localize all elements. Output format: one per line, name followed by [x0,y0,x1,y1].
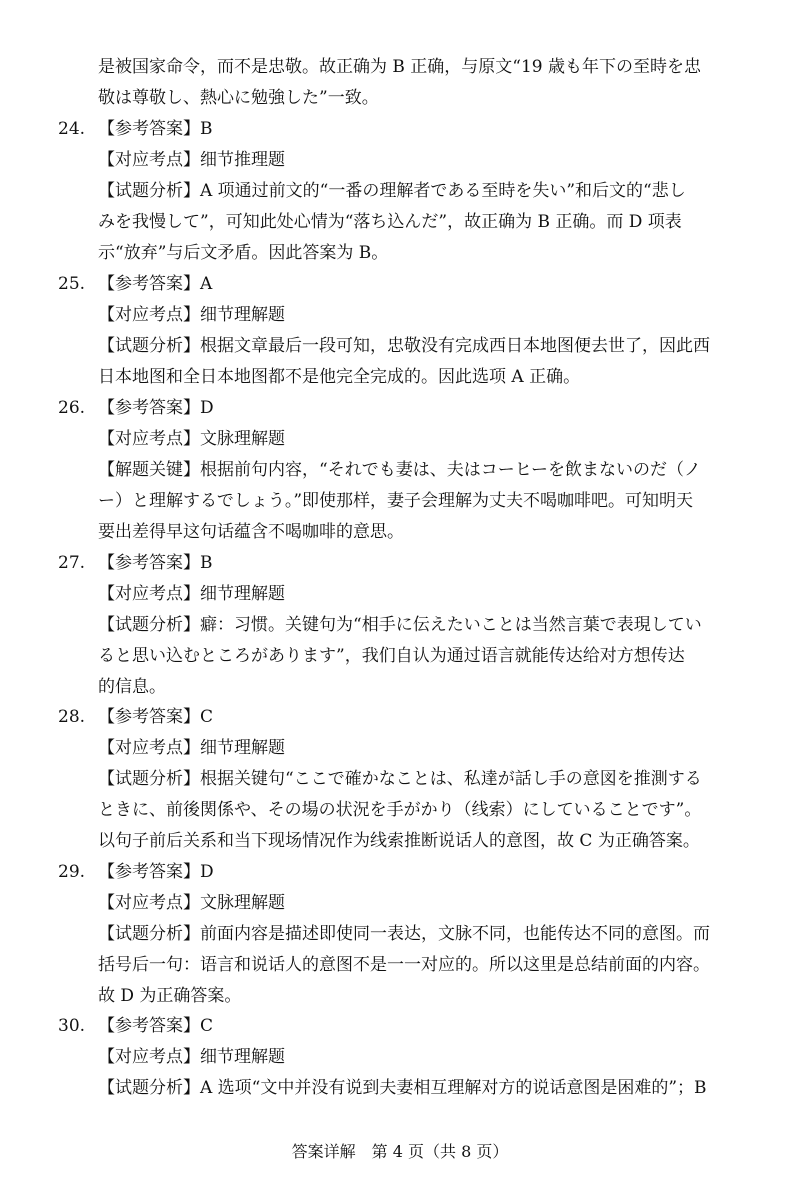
question-30 [58,1011,758,1104]
analysis-line: 日本地图和全日本地图都不是他完全完成的。因此选项 A 正确。 [98,367,581,387]
answer-line [58,548,758,579]
analysis-line: みを我慢して”，可知此处心情为“落ち込んだ”，故正确为 B 正确。而 D 项表 [98,212,682,232]
question-number: 29. [58,862,86,882]
answer-line [58,1011,758,1042]
question-24 [58,114,758,269]
page-footer: 答案详解 第 4 页（共 8 页） [291,1142,509,1161]
key-point-line: 要出差得早这句话蕴含不喝咖啡的意思。 [98,522,404,542]
test-point: 【对应考点】细节理解题 [98,1047,285,1067]
analysis-line: 【试题分析】根据文章最后一段可知，忠敬没有完成西日本地图便去世了，因此西 [98,336,710,356]
analysis-line: 的信息。 [98,677,166,697]
answer-line [58,393,758,424]
reference-answer: 【参考答案】B [98,119,213,139]
analysis-line: 【试题分析】根据关键句“ここで確かなことは、私達が話し手の意図を推測する [98,769,702,789]
analysis-line: 以句子前后关系和当下现场情况作为线索推断说话人的意图，故 C 为正确答案。 [98,831,700,851]
question-25 [58,269,758,393]
test-point: 【对应考点】细节理解题 [98,584,285,604]
analysis-line: 【试题分析】A 选项“文中并没有说到夫妻相互理解对方的说话意图是困难的”；B [98,1078,707,1098]
test-point: 【对应考点】细节理解题 [98,305,285,325]
question-number: 25. [58,274,86,294]
analysis-line: 【试题分析】癖：习惯。关键句为“相手に伝えたいことは当然言葉で表現してい [98,615,702,635]
key-point-line: ー）と理解するでしょう。”即使那样，妻子会理解为丈夫不喝咖啡吧。可知明天 [98,491,694,511]
question-27 [58,548,758,703]
question-number: 26. [58,398,86,418]
analysis-line: 示“放弃”与后文矛盾。因此答案为 B。 [98,243,389,263]
analysis-line: 【试题分析】前面内容是描述即使同一表达，文脉不同，也能传达不同的意图。而 [98,924,710,944]
analysis-line: 【试题分析】A 项通过前文的“一番の理解者である至時を失い”和后文的“悲し [98,181,686,201]
test-point: 【对应考点】细节理解题 [98,738,285,758]
intro-paragraph [58,52,758,114]
reference-answer: 【参考答案】D [98,862,214,882]
analysis-line: ると思い込むところがあります”，我们自认为通过语言就能传达给对方想传达 [98,646,685,666]
test-point: 【对应考点】文脉理解题 [98,893,285,913]
text-line: 是被国家命令，而不是忠敬。故正确为 B 正确，与原文“19 歳も年下の至時を忠 [98,57,702,77]
answer-line [58,269,758,300]
answer-line [58,114,758,145]
question-number: 27. [58,553,86,573]
test-point: 【对应考点】细节推理题 [98,150,285,170]
reference-answer: 【参考答案】C [98,1016,214,1036]
question-number: 24. [58,119,86,139]
analysis-line: 故 D 为正确答案。 [98,986,242,1006]
reference-answer: 【参考答案】C [98,707,214,727]
question-number: 30. [58,1016,86,1036]
question-28 [58,702,758,857]
reference-answer: 【参考答案】D [98,398,214,418]
answer-line [58,702,758,733]
question-26 [58,393,758,548]
question-29 [58,857,758,1012]
analysis-line: ときに、前後関係や、その場の状況を手がかり（线索）にしていることです”。 [98,800,702,820]
text-line: 敬は尊敬し、熱心に勉強した”一致。 [98,88,379,108]
test-point: 【对应考点】文脉理解题 [98,429,285,449]
reference-answer: 【参考答案】B [98,553,213,573]
question-number: 28. [58,707,86,727]
reference-answer: 【参考答案】A [98,274,213,294]
answer-line [58,857,758,888]
analysis-line: 括号后一句：语言和说话人的意图不是一一对应的。所以这里是总结前面的内容。 [98,955,710,975]
key-point-line: 【解题关键】根据前句内容，“それでも妻は、夫はコーヒーを飲まないのだ（ノ [98,460,702,480]
